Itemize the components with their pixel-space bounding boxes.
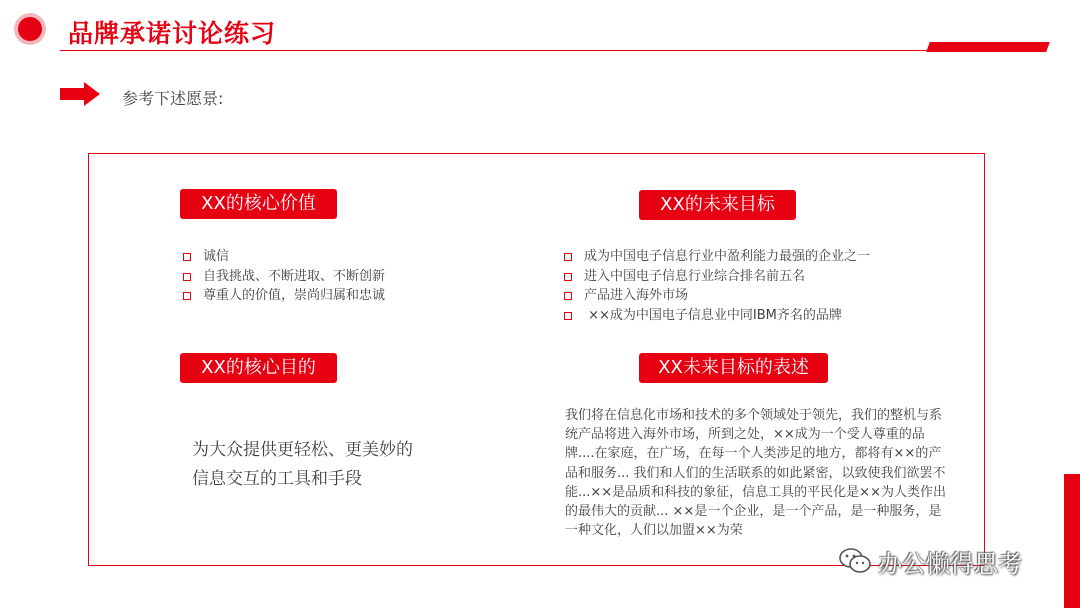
title-underline xyxy=(60,50,928,51)
list-item: 进入中国电子信息行业综合排名前五名 xyxy=(564,267,870,287)
core-purpose-text: 为大众提供更轻松、更美妙的 信息交互的工具和手段 xyxy=(192,440,413,489)
bullet-icon xyxy=(564,273,572,281)
intro-text: 参考下述愿景: xyxy=(122,89,224,108)
list-item: 产品进入海外市场 xyxy=(564,286,870,306)
core-purpose-tag: XX的核心目的 xyxy=(180,353,337,383)
watermark-text: 办公懒得思考 xyxy=(878,549,1022,578)
core-values-list xyxy=(183,247,385,306)
title-accent-bar xyxy=(926,42,1050,52)
bullet-icon xyxy=(183,253,191,261)
side-accent-bar xyxy=(1064,474,1080,608)
arrow-right-icon xyxy=(60,82,100,106)
future-goals-list xyxy=(564,247,870,325)
watermark xyxy=(838,546,1022,576)
goal-statement-tag: XX未来目标的表述 xyxy=(639,353,828,383)
bullet-icon xyxy=(183,273,191,281)
list-item: 成为中国电子信息行业中盈利能力最强的企业之一 xyxy=(564,247,870,267)
list-item: ××成为中国电子信息业中同IBM齐名的品牌 xyxy=(564,306,870,326)
list-item: 尊重人的价值，崇尚归属和忠诚 xyxy=(183,286,385,306)
core-values-tag: XX的核心价值 xyxy=(180,189,337,219)
page-title: 品牌承诺讨论练习 xyxy=(68,19,277,48)
list-item: 诚信 xyxy=(183,247,385,267)
goal-statement-text: 我们将在信息化市场和技术的多个领域处于领先，我们的整机与系统产品将进入海外市场，所到之处，××成为一个受人尊重的品牌....在家庭，在广场，在每一个人类涉足的地方，都将有××的产品和服务... 我们和人们的生活联系的如此紧密，以致使我们欲罢不能...××是品质和科技的象征，信息工具的平民化是××为人类作出的最伟大的贡献... ××是一个企业，是一个产品，是一种服务，是一种文化，人们以加盟××为荣 xyxy=(565,408,946,539)
list-item: 自我挑战、不断进取、不断创新 xyxy=(183,267,385,287)
bullet-icon xyxy=(564,292,572,300)
bullet-icon xyxy=(564,312,572,320)
bullet-icon xyxy=(183,292,191,300)
title-dot-icon xyxy=(18,17,42,41)
wechat-icon xyxy=(838,547,872,575)
future-goals-tag: XX的未来目标 xyxy=(639,190,796,220)
bullet-icon xyxy=(564,253,572,261)
